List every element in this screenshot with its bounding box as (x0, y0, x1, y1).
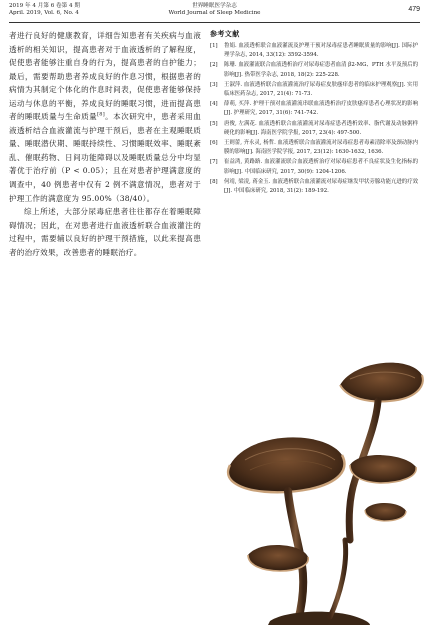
mushroom-base (268, 612, 370, 625)
reference-item (210, 81, 418, 99)
running-header (9, 3, 420, 23)
reference-item (210, 178, 418, 196)
body-paragraph-2: 综上所述，大部分尿毒症患者往往都存在着睡眠障碍情况；因此，在对患者进行血液透析联合血液灌注的过程中，需要辅以良好的护理干预措施，以此来提高患者的治疗效果，改善患者的睡眠治疗。 (9, 207, 201, 257)
journal-title (9, 3, 420, 17)
reference-text: 王则蕾, 齐永灵, 杨哲. 血液透析联合血液灌流对尿毒症患者毒素清除率及颈动脉内膜的影响[J]. 海南医学院学报, 2017, 23(12): 1630-1632, 1636. (224, 140, 418, 156)
reference-text: 唐俊, 左满花. 血液透析联合血液灌流对尿毒症患者透析效率、脂代谢及动脉粥样硬化的影响[J]. 海南医学院学报, 2017, 23(4): 497-500. (224, 120, 418, 136)
reference-text: 何靖, 梁凌, 蒋金玉. 血液透析联合血液灌流对尿毒症继发甲状旁腺功能亢进的疗效[J]. 中国临床研究, 2018, 31(2): 189-192. (224, 178, 418, 195)
issue-line-english: April. 2019, Vol. 6, No. 4 (9, 10, 79, 16)
reference-text: 薛萌, 买萍. 护理干预对血液灌流串联血液透析治疗皮肤瘙痒患者心理状况的影响[J]. 护理研究, 2017, 31(6): 741-742. (224, 101, 418, 117)
references-section (210, 29, 418, 197)
reference-text: 鲁娟. 血液透析联合血液灌流及护理干预对尿毒症患者睡眠质量的影响[J]. 国际护理学杂志, 2014, 33(12): 3592-3594. (224, 43, 418, 59)
reference-number: [4] (210, 101, 218, 108)
reference-list (210, 42, 418, 196)
page-number: 479 (408, 6, 420, 13)
reference-number: [6] (210, 140, 218, 147)
mushroom-cap-top (340, 363, 423, 402)
issue-line-chinese: 2019 年 4 月第 6 卷第 4 期 (9, 3, 80, 9)
citation-8: [8] (97, 111, 105, 118)
reference-item (210, 158, 418, 176)
reference-number: [3] (210, 81, 218, 88)
mushroom-illustration (190, 315, 426, 625)
reference-text: 王淑萍. 血液透析联合血液灌流治疗尿毒症皮肤瘙痒患者的临床护理观察[J]. 实用临床医药杂志, 2017, 21(4): 71-73. (224, 81, 418, 98)
mushroom-cap-right (350, 455, 416, 483)
mushroom-cap-large (228, 437, 344, 492)
paragraph-1-part-a: 者进行良好的健康教育，详细告知患者有关疾病与血液透析的相关知识，提高患者对于血液透析的了解程度，促使患者能够注重自身的行为，提高患者的自护能力；最后，需要帮助患者养成良好的作息习惯，根据患者的病情为其制定个体化的作息时间表，促使患者能够保持运动与休息的平衡，养成良好的睡眠习惯，进而提高患者的睡眠质量与生命质量 (9, 31, 201, 122)
header-divider (9, 22, 420, 23)
reference-item (210, 42, 418, 60)
lingzhi-mushroom-figure (190, 315, 426, 625)
reference-number: [1] (210, 43, 218, 49)
reference-text: 崔益鸿, 黄路路. 血液灌流联合血液透析治疗对尿毒症患者不良症状及生化指标的影响[J]. 中国临床研究, 2017, 30(9): 1204-1206. (224, 159, 418, 175)
reference-item (210, 61, 418, 79)
references-heading: 参考文献 (210, 31, 240, 38)
reference-number: [5] (210, 120, 218, 127)
reference-item (210, 100, 418, 118)
reference-number: [7] (210, 159, 218, 166)
reference-number: [2] (210, 62, 218, 69)
mushroom-cap-right-small (365, 503, 406, 521)
reference-item (210, 139, 418, 157)
reference-number: [8] (210, 178, 218, 185)
reference-item (210, 120, 418, 138)
paragraph-1-part-b: 。本次研究中，患者采用血液透析结合血液灌流与护理干预后，患者在主观睡眠质量、睡眠潜伏期、睡眠持续性、习惯睡眠效率、睡眠紊乱、催眠药物、日间功能障碍以及睡眠质量总分中均显著优于治疗前（P < 0.05）；且在对患者护理满意度的调查中，40 例患者中仅有 2 例不满意情况，患者对于护理工作的满意度为 95.00%（38/40）。 (9, 112, 202, 203)
body-paragraph-1 (9, 29, 201, 205)
reference-text: 陈珊. 血液灌流联合血液透析治疗对尿毒症患者血清 β2-MG、PTH 水平及预后的影响[J]. 热带医学杂志, 2018, 18(2): 225-228. (224, 62, 418, 78)
journal-title-chinese: 世界睡眠医学杂志 (192, 3, 237, 9)
mushroom-stem-secondary (330, 540, 346, 617)
journal-title-english: World Journal of Sleep Medicine (168, 10, 261, 16)
body-text-column (9, 29, 201, 259)
